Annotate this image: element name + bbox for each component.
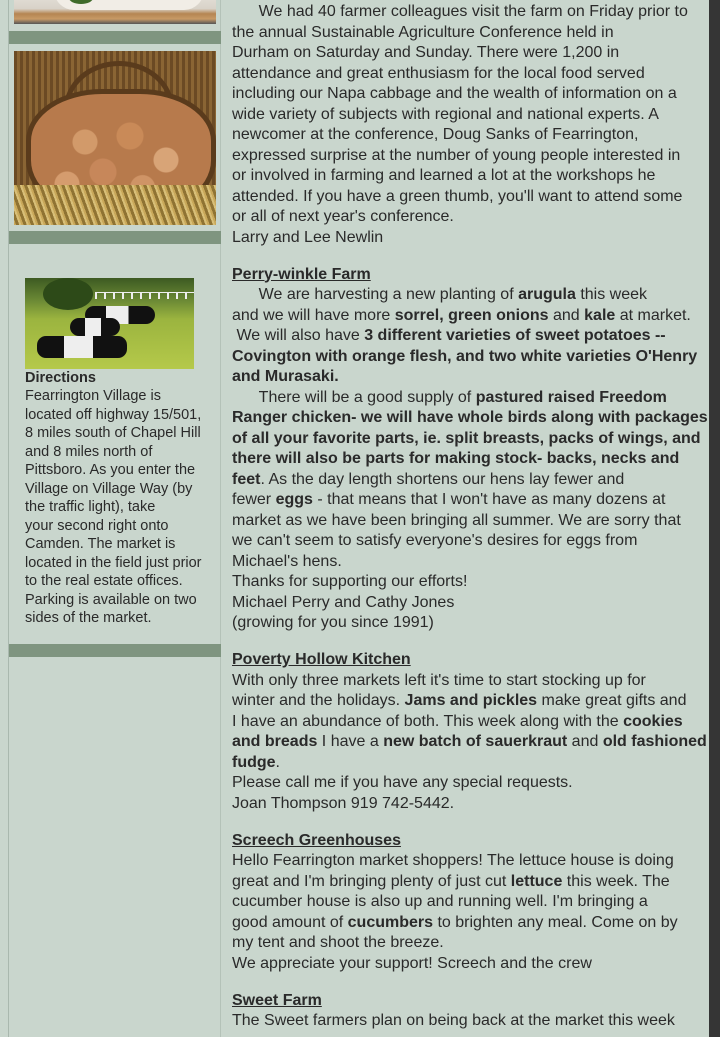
highlighted-text: new batch of sauerkraut — [383, 733, 568, 750]
text-segment: Michael's hens. — [232, 552, 342, 570]
highlighted-text: arugula — [518, 286, 576, 303]
directions-line: 8 miles south of Chapel Hill — [25, 425, 201, 441]
text-segment: newcomer at the conference, Doug Sanks of Fearrington, — [232, 126, 639, 143]
text-line — [232, 125, 702, 146]
text-segment: winter and the holidays. — [232, 692, 405, 709]
page-edge — [709, 0, 720, 1037]
text-line — [232, 872, 702, 893]
text-line — [232, 2, 702, 23]
sidebar-divider — [9, 644, 221, 657]
text-segment: good amount of — [232, 913, 348, 931]
vendor-heading: Perry-winkle Farm — [232, 265, 371, 283]
directions-line: Fearrington Village is — [25, 388, 161, 404]
sidebar — [8, 0, 221, 1037]
text-line — [232, 511, 702, 532]
text-segment: We are harvesting a new planting of — [232, 286, 519, 303]
text-line — [232, 753, 702, 774]
text-line — [232, 43, 702, 64]
text-segment: the annual Sustainable Agriculture Conference held in — [232, 23, 614, 41]
highlighted-text: Ranger chicken- we will have whole birds along with packages — [232, 409, 708, 426]
text-line — [232, 429, 702, 450]
text-line — [232, 1011, 702, 1032]
eggs-basket-photo — [14, 51, 216, 225]
text-line — [232, 954, 702, 975]
highlighted-text: 3 different varieties of sweet potatoes -- — [364, 327, 666, 344]
text-segment: or involved in farming and learned a lot at the workshops he — [232, 167, 656, 184]
text-line — [232, 23, 702, 44]
highlighted-text: and breads — [232, 733, 318, 750]
highlighted-text: eggs — [275, 491, 313, 508]
text-segment: and — [548, 306, 585, 324]
vendor-section — [232, 650, 707, 814]
text-segment: this week — [575, 286, 648, 303]
text-line — [232, 105, 702, 126]
highlighted-text: sorrel, green onions — [394, 306, 549, 324]
highlighted-text: cucumbers — [347, 913, 434, 931]
text-segment: With only three markets left it's time to start stocking up for — [232, 671, 646, 689]
text-line — [232, 228, 702, 249]
text-segment: my tent and shoot the breeze. — [232, 934, 444, 951]
text-line — [232, 691, 702, 712]
vendor-section — [232, 991, 702, 1032]
text-line — [232, 732, 707, 753]
directions-line: the traffic light), take — [25, 499, 156, 515]
directions-line: sides of the market. — [25, 610, 152, 626]
text-line — [232, 388, 702, 409]
vendor-section — [232, 265, 708, 634]
chicken-photo — [14, 0, 216, 24]
text-line — [232, 531, 702, 552]
text-segment: Joan Thompson 919 742-5442. — [232, 794, 455, 812]
text-line — [232, 892, 702, 913]
directions-line: Pittsboro. As you enter the — [25, 462, 196, 478]
sidebar-divider — [9, 31, 221, 44]
highlighted-text: lettuce — [510, 872, 563, 890]
directions-line: Parking is available on two — [25, 591, 197, 608]
vendor-section — [232, 831, 702, 975]
highlighted-text: kale — [584, 306, 616, 324]
text-segment: market as we have been bringing all summer. We are sorry that — [232, 511, 681, 529]
text-line — [232, 913, 702, 934]
highlighted-text: and Murasaki. — [232, 368, 339, 385]
directions-line: Camden. The market is — [25, 536, 176, 552]
directions-line: located off highway 15/501, — [25, 406, 202, 423]
text-segment: (growing for you since 1991) — [232, 614, 434, 631]
vendor-heading: Screech Greenhouses — [232, 831, 401, 849]
text-segment: Michael Perry and Cathy Jones — [232, 593, 455, 611]
text-segment: expressed surprise at the number of young people interested in — [232, 146, 681, 164]
vendor-section — [232, 2, 702, 248]
text-segment: Please call me if you have any special requests. — [232, 774, 573, 791]
directions-line: Village on Village Way (by — [25, 480, 193, 497]
highlighted-text: pastured raised Freedom — [475, 388, 667, 406]
text-segment: Durham on Saturday and Sunday. There were 1,200 in — [232, 44, 620, 61]
highlighted-text: feet — [232, 470, 261, 488]
highlighted-text: of all your favorite parts, ie. split breasts, packs of wings, and — [232, 429, 701, 447]
sidebar-divider — [9, 231, 221, 244]
text-segment: I have an abundance of both. This week along with the — [232, 712, 624, 730]
text-segment: this week. The — [562, 872, 670, 890]
text-line — [232, 408, 708, 429]
text-line — [232, 470, 702, 491]
text-segment: Thanks for supporting our efforts! — [232, 573, 468, 590]
text-line — [232, 613, 702, 634]
text-line — [232, 449, 702, 470]
text-segment: cucumber house is also up and running well. I'm bringing a — [232, 893, 648, 910]
directions-title: Directions — [25, 370, 96, 386]
text-segment: We had 40 farmer colleagues visit the farm on Friday prior to — [232, 3, 688, 20]
text-segment: wide variety of subjects with regional and national experts. A — [232, 105, 659, 123]
highlighted-text: cookies — [623, 712, 683, 730]
text-segment: fewer — [232, 491, 276, 508]
vendor-heading: Poverty Hollow Kitchen — [232, 651, 411, 668]
directions-line: your second right onto — [25, 517, 169, 534]
highlighted-text: old fashioned — [602, 733, 707, 750]
text-segment: . As the day length shortens our hens lay fewer and — [260, 470, 625, 488]
directions-line: to the real estate offices. — [25, 573, 183, 589]
text-segment: The Sweet farmers plan on being back at the market this week — [232, 1012, 675, 1029]
text-segment: at market. — [615, 306, 691, 324]
text-segment: - that means that I won't have as many dozens at — [312, 491, 666, 508]
text-segment: We will also have — [232, 327, 365, 344]
text-line — [232, 306, 702, 327]
text-line — [232, 773, 702, 794]
text-line — [232, 146, 702, 167]
text-line — [232, 326, 702, 347]
belted-cows-photo — [25, 278, 194, 369]
text-line — [232, 64, 702, 85]
text-segment: make great gifts and — [537, 692, 687, 709]
text-line — [232, 367, 702, 388]
text-segment: and — [567, 733, 603, 750]
directions-line: located in the field just prior — [25, 554, 202, 571]
text-segment: There will be a good supply of — [232, 388, 476, 406]
highlighted-text: Covington with orange flesh, and two white varieties O'Henry — [232, 347, 698, 365]
text-line — [232, 712, 702, 733]
text-line — [232, 593, 702, 614]
text-segment: Larry and Lee Newlin — [232, 228, 384, 246]
text-segment: to brighten any meal. Come on by — [433, 913, 678, 931]
text-line — [232, 851, 702, 872]
text-line — [232, 490, 702, 511]
text-line — [232, 84, 702, 105]
text-line — [232, 187, 702, 208]
text-line — [232, 207, 702, 228]
text-segment: . — [275, 753, 280, 771]
highlighted-text: there will also be parts for making stock- backs, necks and — [232, 450, 680, 467]
directions-line: and 8 miles north of — [25, 443, 153, 460]
text-line — [232, 166, 702, 187]
text-line — [232, 933, 702, 954]
text-segment: we can't seem to satisfy everyone's desires for eggs from — [232, 532, 638, 549]
text-segment: and we will have more — [232, 306, 395, 324]
vendor-heading: Sweet Farm — [232, 991, 322, 1009]
directions-text — [25, 387, 215, 628]
text-segment: or all of next year's conference. — [232, 208, 454, 225]
text-line — [232, 347, 702, 368]
text-line — [232, 285, 702, 306]
text-segment: Hello Fearrington market shoppers! The lettuce house is doing — [232, 852, 674, 869]
text-segment: attended. If you have a green thumb, you'll want to attend some — [232, 187, 683, 205]
text-segment: great and I'm bringing plenty of just cut — [232, 872, 511, 890]
text-segment: I have a — [317, 733, 384, 750]
highlighted-text: Jams and pickles — [404, 692, 538, 709]
highlighted-text: fudge — [232, 753, 276, 771]
text-line — [232, 572, 702, 593]
text-line — [232, 794, 702, 815]
text-line — [232, 671, 702, 692]
text-line — [232, 552, 702, 573]
text-segment: attendance and great enthusiasm for the local food served — [232, 64, 645, 82]
newsletter-content — [232, 2, 708, 1032]
text-segment: We appreciate your support! Screech and the crew — [232, 954, 592, 972]
text-segment: including our Napa cabbage and the wealth of information on a — [232, 85, 677, 102]
